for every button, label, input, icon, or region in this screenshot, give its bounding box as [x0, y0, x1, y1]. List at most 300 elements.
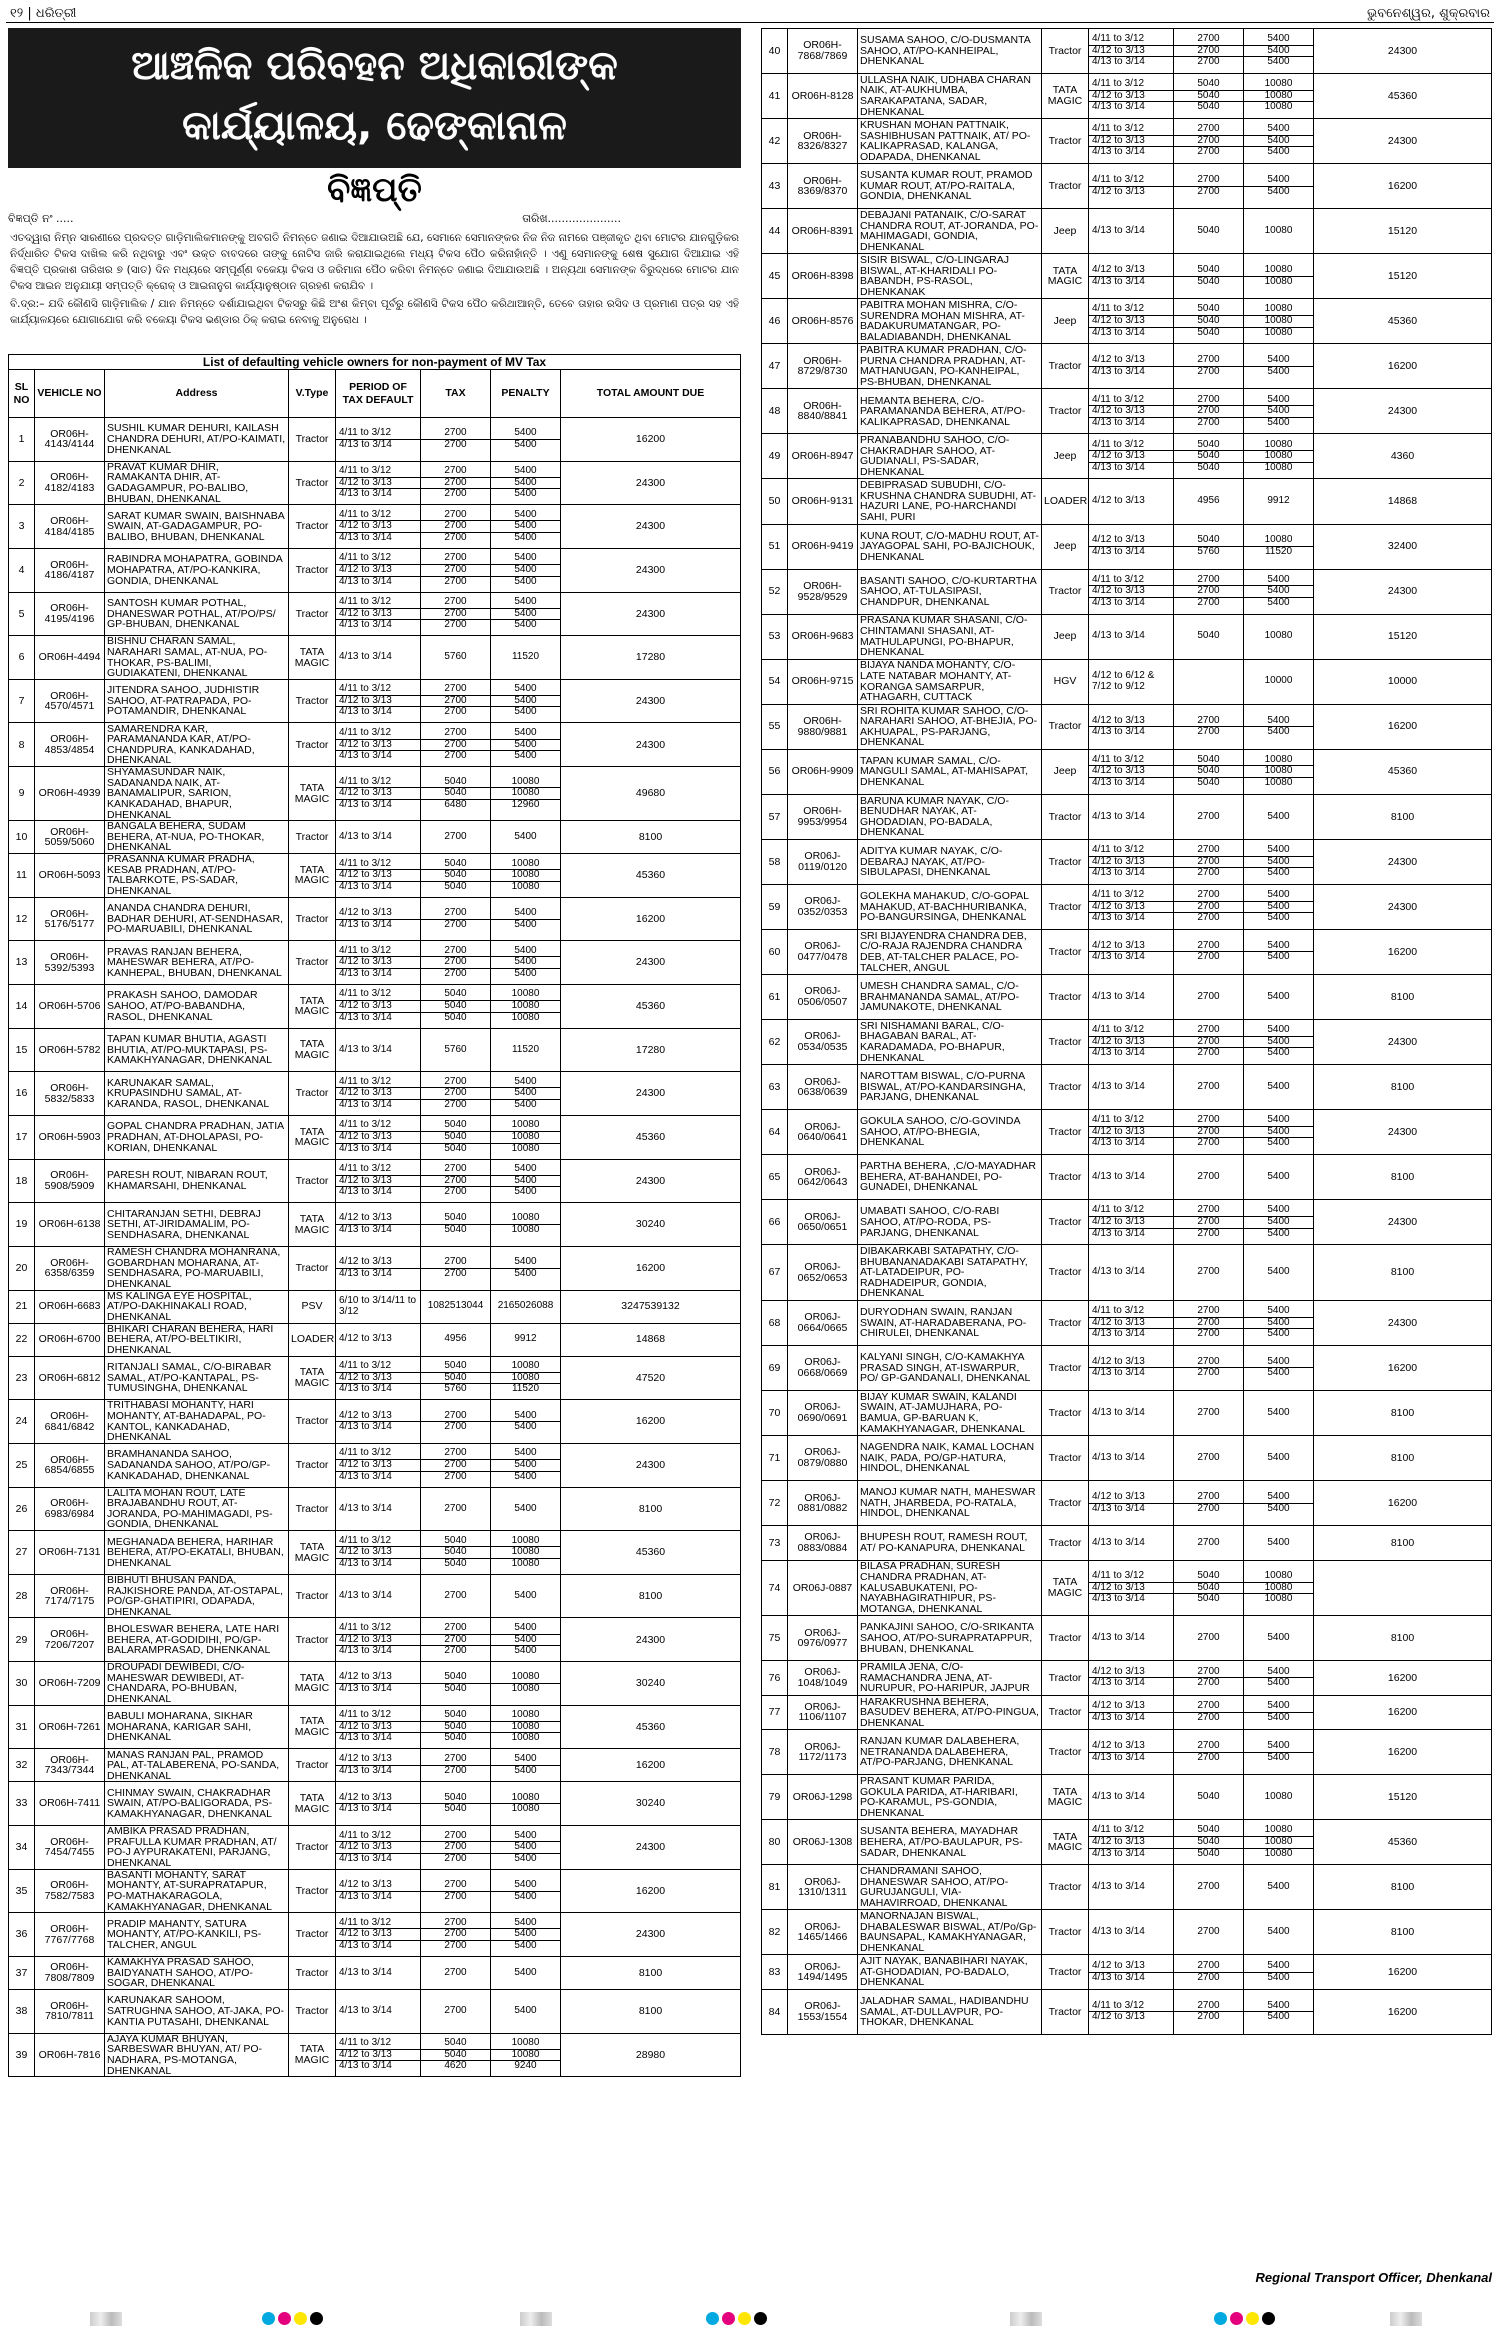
- row-penalty-line: 10080: [491, 1143, 560, 1155]
- row-vtype: Tractor: [1042, 1155, 1089, 1200]
- row-tax: [1174, 1730, 1244, 1775]
- row-period-line: 4/11 to 3/12: [1092, 1114, 1145, 1126]
- row-address: UMABATI SAHOO, C/O-RABI SAHOO, AT/PO-RODA, PS-PARJANG, DHENKANAL: [858, 1200, 1042, 1245]
- row-vehicle-no: OR06J-1106/1107: [788, 1695, 858, 1729]
- row-tax-line: 5040: [1197, 1824, 1220, 1836]
- row-penalty-line: 5400: [491, 1765, 560, 1777]
- row-period-line: 4/11 to 3/12: [1092, 303, 1145, 315]
- row-tax: [421, 985, 491, 1029]
- row-penalty-line: 5400: [1267, 573, 1290, 585]
- row-period: [336, 767, 421, 821]
- row-tax-line: 2700: [1174, 1317, 1243, 1329]
- row-penalty-line: 5400: [1267, 1926, 1290, 1938]
- row-period-line: 4/13 to 3/14: [1089, 726, 1173, 738]
- row-penalty-line: 5400: [514, 1753, 537, 1765]
- row-tax: [421, 461, 491, 505]
- row-tax-line: 2700: [1174, 1752, 1243, 1764]
- row-sl: 82: [762, 1910, 788, 1955]
- row-penalty-line: 10080: [1244, 327, 1313, 339]
- row-vehicle-no: OR06H-7206/7207: [35, 1618, 105, 1662]
- row-tax-line: 2700: [1174, 951, 1243, 963]
- row-penalty: [491, 1957, 561, 1990]
- row-total: 16200: [1314, 1989, 1492, 2034]
- row-tax-line: 2700: [421, 1765, 490, 1777]
- row-penalty-line: 5400: [1244, 146, 1313, 158]
- row-period-line: 4/12 to 3/13: [1092, 939, 1145, 951]
- row-vehicle-no: OR06H-4570/4571: [35, 679, 105, 723]
- row-period: [1089, 29, 1174, 74]
- row-penalty-line: 10080: [1264, 1824, 1293, 1836]
- row-period: [1089, 1481, 1174, 1526]
- table-row: [9, 985, 741, 1029]
- row-vehicle-no: OR06H-4939: [35, 767, 105, 821]
- row-vehicle-no: OR06H-5093: [35, 854, 105, 898]
- row-tax: [1174, 1155, 1244, 1200]
- row-address: BASANTI MOHANTY, SARAT MOHANTY, AT-SURAPRATAPUR, PO-MATHAKARAGOLA, KAMAKHYANAGAR, DHENKANAL: [105, 1869, 289, 1913]
- row-penalty-line: 5400: [491, 1940, 560, 1952]
- row-period: [1089, 1155, 1174, 1200]
- table-row: [9, 679, 741, 723]
- row-period-line: 4/13 to 3/14: [336, 488, 420, 500]
- row-period-line: 4/12 to 3/13: [336, 956, 420, 968]
- row-total: 15120: [1314, 209, 1492, 254]
- table-row: [762, 794, 1492, 839]
- row-tax-line: 5040: [1197, 78, 1220, 90]
- row-period: [336, 461, 421, 505]
- row-penalty-line: 5400: [491, 1471, 560, 1483]
- row-tax-line: 2700: [421, 1940, 490, 1952]
- row-total: 16200: [1314, 1695, 1492, 1729]
- col-total: TOTAL AMOUNT DUE: [561, 370, 741, 418]
- registration-dot: [278, 2312, 291, 2325]
- row-total: 24300: [561, 548, 741, 592]
- row-vtype: TATA MAGIC: [289, 636, 336, 680]
- row-vehicle-no: OR06H-9880/9881: [788, 704, 858, 749]
- row-tax-line: 5040: [444, 1534, 467, 1546]
- row-sl: 53: [762, 614, 788, 659]
- table-row: [9, 1400, 741, 1444]
- row-vehicle-no: OR06J-0506/0507: [788, 974, 858, 1019]
- row-penalty: [1244, 839, 1314, 884]
- row-address: SARAT KUMAR SWAIN, BAISHNABA SWAIN, AT-GADAGAMPUR, PO-BALIBO, BHUBAN, DHENKANAL: [105, 505, 289, 549]
- row-tax: [1174, 254, 1244, 299]
- row-tax-line: 4956: [1197, 495, 1220, 507]
- row-period-line: 4/12 to 3/13: [336, 477, 420, 489]
- table-row: [9, 1028, 741, 1072]
- row-period: [336, 1443, 421, 1487]
- row-sl: 36: [9, 1913, 35, 1957]
- row-total: 8100: [561, 821, 741, 854]
- row-vehicle-no: OR06J-0352/0353: [788, 884, 858, 929]
- row-tax-line: 2700: [1197, 1114, 1220, 1126]
- row-tax: [421, 1072, 491, 1116]
- row-period-line: 4/13 to 3/14: [336, 1765, 420, 1777]
- row-penalty: [1244, 524, 1314, 569]
- row-penalty-line: 10080: [1244, 777, 1313, 789]
- row-period-line: 4/12 to 3/13: [336, 1546, 420, 1558]
- row-address: BABULI MOHARANA, SIKHAR MOHARANA, KARIGAR SAHI, DHENKANAL: [105, 1705, 289, 1749]
- row-period-line: 4/12 to 3/13: [1092, 1665, 1145, 1677]
- row-vtype: Tractor: [289, 679, 336, 723]
- row-penalty-line: 5400: [1244, 1677, 1313, 1689]
- row-penalty-line: 5400: [1267, 1740, 1290, 1752]
- row-sl: 33: [9, 1782, 35, 1826]
- row-penalty-line: 5400: [1267, 1080, 1290, 1092]
- row-vtype: Tractor: [289, 1957, 336, 1990]
- row-penalty-line: 5400: [1267, 33, 1290, 45]
- row-tax-line: 5040: [1197, 1790, 1220, 1802]
- row-total: 8100: [561, 1990, 741, 2034]
- row-penalty: [491, 418, 561, 462]
- row-total: 17280: [561, 1028, 741, 1072]
- row-tax-line: 2700: [1174, 417, 1243, 429]
- row-penalty-line: 5400: [514, 2005, 537, 2017]
- row-tax: [421, 1115, 491, 1159]
- row-period-line: 4/13 to 3/14: [1089, 101, 1173, 113]
- row-total: 24300: [561, 1618, 741, 1662]
- row-address: BIBHUTI BHUSAN PANDA, RAJKISHORE PANDA, AT-OSTAPAL, PO/GP-GHATIPIRI, ODAPADA, DHENKANAL: [105, 1574, 289, 1618]
- row-vehicle-no: OR06J-0650/0651: [788, 1200, 858, 1245]
- row-total: 45360: [561, 1531, 741, 1575]
- gray-swatch: [1010, 2312, 1042, 2326]
- row-penalty-line: 10080: [511, 1212, 540, 1224]
- row-tax-line: 5760: [421, 1383, 490, 1395]
- row-penalty-line: 10080: [491, 1721, 560, 1733]
- row-vtype: Tractor: [289, 1990, 336, 2034]
- row-penalty-line: 5400: [514, 726, 537, 738]
- row-address: GOLEKHA MAHAKUD, C/O-GOPAL MAHAKUD, AT-BACHHURIBANKA, PO-BANGURSINGA, DHENKANAL: [858, 884, 1042, 929]
- row-penalty-line: 5400: [514, 1447, 537, 1459]
- row-period-line: 4/12 to 3/13: [1089, 1582, 1173, 1594]
- row-penalty-line: 5400: [1267, 354, 1290, 366]
- row-tax-line: 2700: [1174, 1367, 1243, 1379]
- row-penalty-line: 5400: [1244, 56, 1313, 68]
- row-vtype: Tractor: [1042, 344, 1089, 389]
- row-sl: 75: [762, 1616, 788, 1661]
- row-penalty: [491, 592, 561, 636]
- row-sl: 9: [9, 767, 35, 821]
- table-row: [9, 1869, 741, 1913]
- row-period: [336, 1246, 421, 1290]
- row-sl: 2: [9, 461, 35, 505]
- row-sl: 43: [762, 164, 788, 209]
- row-vtype: Jeep: [1042, 299, 1089, 344]
- row-tax: [1174, 524, 1244, 569]
- row-penalty: [491, 1662, 561, 1706]
- row-vtype: TATA MAGIC: [289, 2033, 336, 2077]
- row-vtype: Jeep: [1042, 614, 1089, 659]
- row-total: [1314, 1560, 1492, 1616]
- row-tax: [1174, 1481, 1244, 1526]
- row-penalty-line: 10080: [1244, 90, 1313, 102]
- row-period: [1089, 1820, 1174, 1865]
- row-vtype: Tractor: [289, 1443, 336, 1487]
- notice-paragraph-2: ବି.ଦ୍ର:– ଯଦି କୌଣସି ଗାଡ଼ିମାଲିକ / ଯାନ ନିମନ୍ତେ ଦର୍ଶାଯାଇଥିବା ଟିକସରୁ କିଛି ଅଂଶ କିମ୍ବା ପୂର୍ବରୁ କୌଣସି ଟିକସ ପୈଠ କରିଥାଆନ୍ତି, ତେବେ ତାହାର ରସିଦ ଓ ପ୍ରମାଣ ପତ୍ର ସହ ଏହି କାର୍ଯ୍ୟାଳୟରେ ଯୋଗାଯୋଗ କରି ବକେୟା ଟିକସ ଭଣ୍ଡାର ଠିକ୍ କରାଇ ନେବାକୁ ଅନୁରୋଧ ।: [10, 298, 739, 326]
- row-vehicle-no: OR06J-1310/1311: [788, 1865, 858, 1910]
- row-penalty-line: 10080: [511, 2037, 540, 2049]
- row-penalty-line: 5400: [491, 956, 560, 968]
- row-vtype: Tractor: [1042, 794, 1089, 839]
- row-penalty: [491, 1246, 561, 1290]
- row-tax-line: 2700: [1197, 33, 1220, 45]
- row-period-line: 4/13 to 3/14: [336, 919, 420, 931]
- row-total: 8100: [561, 1487, 741, 1531]
- row-tax-line: 5040: [421, 1372, 490, 1384]
- row-tax-line: 2700: [444, 683, 467, 695]
- row-period-line: 4/12 to 3/13: [1089, 90, 1173, 102]
- row-period-line: 4/11 to 3/12: [1092, 573, 1145, 585]
- row-penalty-line: 10080: [511, 1791, 540, 1803]
- row-period-line: 4/13 to 3/14: [339, 651, 392, 663]
- row-sl: 60: [762, 929, 788, 974]
- col-penalty: PENALTY: [491, 370, 561, 418]
- row-period-line: 4/13 to 3/14: [1092, 224, 1145, 236]
- row-period-line: 4/12 to 3/13: [1089, 856, 1173, 868]
- row-period: [1089, 209, 1174, 254]
- row-period-line: 4/12 to 3/13: [336, 608, 420, 620]
- row-total: 8100: [1314, 974, 1492, 1019]
- row-period-line: 4/13 to 3/14: [336, 576, 420, 588]
- row-penalty: [1244, 974, 1314, 1019]
- row-period-line: 4/11 to 3/12: [339, 683, 392, 695]
- row-tax: [421, 1323, 491, 1356]
- row-sl: 47: [762, 344, 788, 389]
- row-penalty: [491, 1290, 561, 1323]
- row-penalty-line: 5400: [1267, 1204, 1290, 1216]
- row-tax: [421, 1662, 491, 1706]
- row-period: [1089, 1865, 1174, 1910]
- row-period: [336, 1913, 421, 1957]
- row-period-line: 4/12 to 3/13: [1092, 1491, 1145, 1503]
- row-address: MS KALINGA EYE HOSPITAL, AT/PO-DAKHINAKALI ROAD, DHENKANAL: [105, 1290, 289, 1323]
- row-period-line: 4/12 to 3/13: [1092, 495, 1145, 507]
- row-penalty: [1244, 1200, 1314, 1245]
- row-address: PRASANA KUMAR SHASANI, C/O- CHINTAMANI SHASANI, AT-MATHULAPUNGI, PO-BHAPUR, DHENKANAL: [858, 614, 1042, 659]
- row-address: DURYODHAN SWAIN, RANJAN SWAIN, AT-HARADABERANA, PO-CHIRULEI, DHENKANAL: [858, 1300, 1042, 1345]
- row-penalty-line: 5400: [1267, 1355, 1290, 1367]
- registration-dot: [1230, 2312, 1243, 2325]
- row-penalty-line: 10080: [491, 869, 560, 881]
- row-vtype: Tractor: [289, 1826, 336, 1870]
- row-address: BIJAYA NANDA MOHANTY, C/O-LATE NATABAR MOHANTY, AT-KORANGA SAMSARPUR, ATHAGARH, CUTTACK: [858, 659, 1042, 704]
- row-penalty-line: 5400: [1267, 843, 1290, 855]
- table-row: [9, 505, 741, 549]
- row-tax-line: 2700: [1197, 1170, 1220, 1182]
- row-penalty-line: 5400: [1244, 901, 1313, 913]
- table-row: [762, 1345, 1492, 1390]
- row-penalty-line: 5400: [514, 907, 537, 918]
- row-penalty-line: 5400: [1267, 714, 1290, 726]
- row-tax-line: 2700: [421, 750, 490, 762]
- row-period: [336, 2033, 421, 2077]
- row-penalty: [1244, 1955, 1314, 1989]
- table-row: [762, 1989, 1492, 2034]
- row-total: 10000: [1314, 659, 1492, 704]
- row-sl: 10: [9, 821, 35, 854]
- row-penalty: [1244, 1865, 1314, 1910]
- row-period-line: 4/12 to 3/13: [339, 1671, 392, 1683]
- row-period-line: 4/12 to 3/13: [336, 2049, 420, 2061]
- row-period: [336, 941, 421, 985]
- row-address: SANTOSH KUMAR POTHAL, DHANESWAR POTHAL, AT/PO/PS/ GP-BHUBAN, DHENKANAL: [105, 592, 289, 636]
- row-vtype: Tractor: [289, 1749, 336, 1782]
- row-vtype: Tractor: [289, 505, 336, 549]
- row-tax-line: 2700: [1174, 1137, 1243, 1149]
- row-tax: [1174, 1560, 1244, 1616]
- row-period-line: 4/11 to 3/12: [339, 1163, 392, 1175]
- row-period: [1089, 569, 1174, 614]
- row-sl: 65: [762, 1155, 788, 1200]
- row-period-line: 4/11 to 3/12: [339, 552, 392, 564]
- row-address: PRASANT KUMAR PARIDA, GOKULA PARIDA, AT-HARIBARI, PO-KARAMUL, PS-GONDIA, DHENKANAL: [858, 1775, 1042, 1820]
- row-total: 14868: [1314, 479, 1492, 524]
- row-penalty-line: 10080: [1244, 1848, 1313, 1860]
- row-penalty-line: 10080: [511, 1671, 540, 1683]
- row-sl: 76: [762, 1661, 788, 1695]
- table-row: [9, 1826, 741, 1870]
- row-period-line: 4/13 to 3/14: [1089, 777, 1173, 789]
- row-period-line: 4/11 to 3/12: [339, 1709, 392, 1721]
- row-penalty: [491, 548, 561, 592]
- row-address: BARUNA KUMAR NAYAK, C/O-BENUDHAR NAYAK, AT-GHODADIAN, PO-BADALA, DHENKANAL: [858, 794, 1042, 839]
- row-period: [1089, 164, 1174, 209]
- row-period-line: 4/13 to 3/14: [1092, 1170, 1145, 1182]
- row-period-line: 4/11 to 3/12: [1092, 78, 1145, 90]
- row-tax: [421, 1957, 491, 1990]
- table-row: [762, 1865, 1492, 1910]
- table-row: [762, 524, 1492, 569]
- row-total: 24300: [561, 461, 741, 505]
- row-tax-line: 2700: [444, 465, 467, 477]
- row-sl: 55: [762, 704, 788, 749]
- row-address: RITANJALI SAMAL, C/O-BIRABAR SAMAL, AT/PO-KANTAPAL, PS-TUMUSINGHA, DHENKANAL: [105, 1356, 289, 1400]
- row-penalty-line: 5400: [491, 1853, 560, 1865]
- row-penalty-line: 5400: [1244, 585, 1313, 597]
- row-tax-line: 2700: [444, 1753, 467, 1765]
- row-penalty-line: 10080: [1264, 534, 1293, 546]
- table-row: [762, 1245, 1492, 1301]
- row-period-line: 4/13 to 3/14: [1092, 1080, 1145, 1092]
- row-vtype: Tractor: [289, 897, 336, 941]
- row-period: [1089, 1020, 1174, 1065]
- row-period-line: 4/11 to 3/12: [339, 1621, 392, 1633]
- row-total: 45360: [561, 985, 741, 1029]
- row-period: [1089, 974, 1174, 1019]
- row-address: SAMARENDRA KAR, PARAMANANDA KAR, AT/PO-CHANDPURA, KANKADAHAD, DHENKANAL: [105, 723, 289, 767]
- table-row: [9, 1957, 741, 1990]
- row-period-line: 4/13 to 3/14: [1089, 546, 1173, 558]
- row-sl: 67: [762, 1245, 788, 1301]
- row-address: SUSANTA BEHERA, MAYADHAR BEHERA, AT/PO-BAULAPUR, PS-SADAR, DHENKANAL: [858, 1820, 1042, 1865]
- row-penalty-line: 10080: [1264, 1790, 1293, 1802]
- row-period: [1089, 1345, 1174, 1390]
- row-period: [336, 1990, 421, 2034]
- row-vehicle-no: OR06J-0640/0641: [788, 1110, 858, 1155]
- row-penalty-line: 5400: [514, 1409, 537, 1421]
- row-sl: 16: [9, 1072, 35, 1116]
- row-vtype: Tractor: [289, 1913, 336, 1957]
- col-vtype: V.Type: [289, 370, 336, 418]
- row-vtype: TATA MAGIC: [289, 1705, 336, 1749]
- row-tax: [421, 592, 491, 636]
- row-tax-line: 2700: [444, 427, 467, 439]
- row-period-line: 4/12 to 3/13: [336, 1459, 420, 1471]
- row-vtype: LOADER: [289, 1323, 336, 1356]
- row-penalty-line: 5400: [1244, 1047, 1313, 1059]
- row-period-line: 4/11 to 3/12: [339, 857, 392, 869]
- row-tax-line: 5040: [1197, 753, 1220, 765]
- row-vehicle-no: OR06H-5706: [35, 985, 105, 1029]
- row-penalty: [1244, 1560, 1314, 1616]
- row-period-line: 4/11 to 3/12: [339, 1075, 392, 1087]
- row-period-line: 6/10 to 3/14/11 to 3/12: [339, 1294, 417, 1317]
- row-penalty-line: 5400: [491, 1459, 560, 1471]
- row-tax: [421, 1618, 491, 1662]
- row-tax-line: 5040: [1174, 327, 1243, 339]
- row-period-line: 4/11 to 3/12: [339, 988, 392, 1000]
- row-sl: 15: [9, 1028, 35, 1072]
- print-registration-marks: [0, 2310, 1500, 2330]
- row-tax: [421, 1705, 491, 1749]
- row-tax-line: 5040: [421, 1683, 490, 1695]
- row-vehicle-no: OR06H-5782: [35, 1028, 105, 1072]
- row-tax-line: 5040: [421, 1721, 490, 1733]
- row-address: PABITRA KUMAR PRADHAN, C/O-PURNA CHANDRA PRADHAN, AT-MATHANUGAN, PO-KANHEIPAL, PS-BHUBAN, DHENKANAL: [858, 344, 1042, 389]
- row-penalty-line: 5400: [1244, 135, 1313, 147]
- row-tax-line: 2700: [1174, 1216, 1243, 1228]
- row-period-line: 4/13 to 3/14: [1089, 276, 1173, 288]
- row-address: ANANDA CHANDRA DEHURI, BADHAR DEHURI, AT-SENDHASAR, PO-MARUABILI, DHENKANAL: [105, 897, 289, 941]
- table-row: [762, 614, 1492, 659]
- row-period: [1089, 344, 1174, 389]
- row-period-line: 4/12 to 3/13: [336, 1372, 420, 1384]
- row-period: [336, 821, 421, 854]
- row-total: 24300: [561, 592, 741, 636]
- row-tax-line: 2700: [1197, 1305, 1220, 1317]
- row-total: 8100: [1314, 794, 1492, 839]
- row-penalty-line: 5400: [1244, 1503, 1313, 1515]
- row-period-line: 4/13 to 3/14: [1089, 867, 1173, 879]
- row-penalty: [1244, 1775, 1314, 1820]
- row-address: BANGALA BEHERA, SUDAM BEHERA, AT-NUA, PO-THOKAR, DHENKANAL: [105, 821, 289, 854]
- row-penalty-line: 5400: [1267, 1266, 1290, 1278]
- row-penalty-line: 5400: [1244, 1036, 1313, 1048]
- row-penalty-line: 10080: [511, 988, 540, 1000]
- row-vtype: Tractor: [1042, 569, 1089, 614]
- table-row: [762, 479, 1492, 524]
- row-penalty-line: 5400: [491, 1175, 560, 1187]
- row-period-line: 4/12 to 3/13: [1089, 135, 1173, 147]
- notice-ref: ବିଜ୍ଞପ୍ତି ନଂ .....: [8, 212, 74, 225]
- row-period-line: 4/13 to 3/14: [336, 881, 420, 893]
- row-tax-line: 2700: [1197, 1266, 1220, 1278]
- row-period-line: 4/13 to 3/14: [336, 1645, 420, 1657]
- row-tax: [1174, 614, 1244, 659]
- row-address: AJIT NAYAK, BANABIHARI NAYAK, AT-GHODADIAN, PO-BADALO, DHENKANAL: [858, 1955, 1042, 1989]
- row-tax-line: 2700: [444, 1409, 467, 1421]
- signature-footer: Regional Transport Officer, Dhenkanal: [1255, 2270, 1492, 2285]
- row-tax: [421, 1159, 491, 1203]
- row-vtype: PSV: [289, 1290, 336, 1323]
- row-vehicle-no: OR06H-6983/6984: [35, 1487, 105, 1531]
- row-tax-line: 5040: [421, 1803, 490, 1815]
- row-tax-line: 2700: [1174, 585, 1243, 597]
- right-column: [761, 28, 1492, 2265]
- row-tax: [1174, 704, 1244, 749]
- row-period-line: 4/13 to 3/14: [339, 1043, 392, 1055]
- row-vehicle-no: OR06H-5392/5393: [35, 941, 105, 985]
- row-vehicle-no: OR06H-7131: [35, 1531, 105, 1575]
